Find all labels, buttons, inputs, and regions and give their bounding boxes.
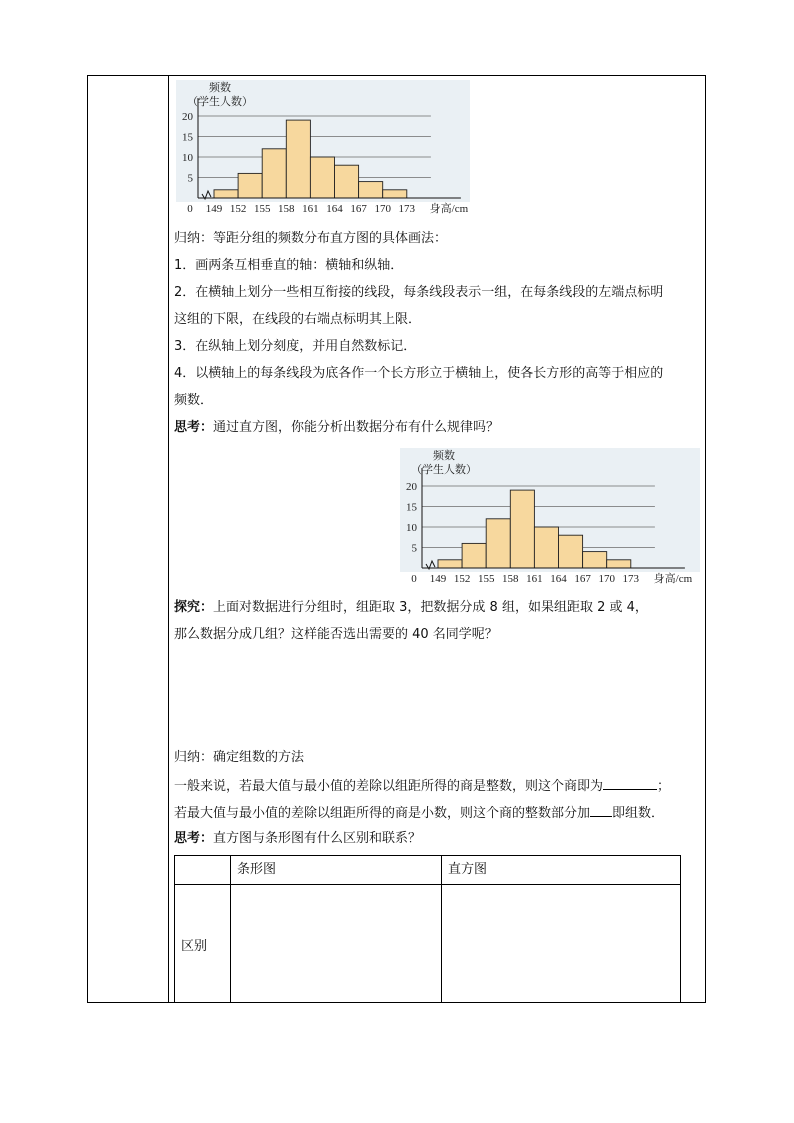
origin-label: 0 [187, 203, 193, 215]
summary-2-line [174, 749, 304, 766]
histogram-difference-cell[interactable] [442, 885, 681, 1004]
histogram-bar [286, 120, 310, 198]
header-histogram: 直方图 [442, 856, 681, 885]
histogram-bar [214, 190, 238, 198]
y-tick-label: 5 [411, 542, 417, 555]
x-tick-label: 167 [574, 573, 591, 585]
x-tick-label: 170 [374, 203, 391, 215]
histogram-bar [510, 490, 534, 568]
rule-b-text: 若最大值与最小值的差除以组距所得的商是小数，则这个商的整数部分加 [174, 806, 591, 821]
think-1-text: 通过直方图，你能分析出数据分布有什么规律吗？ [213, 420, 500, 435]
x-tick-label: 158 [502, 573, 519, 585]
header-empty-cell [175, 856, 231, 885]
histogram-bar [310, 157, 334, 198]
x-tick-label: 164 [550, 573, 567, 585]
y-tick-label: 15 [182, 131, 193, 144]
y-tick-label: 5 [187, 172, 193, 185]
x-tick-label: 149 [429, 573, 447, 585]
summary-line [174, 230, 447, 247]
explore-line-a [174, 599, 648, 616]
step-1: 1．画两条互相垂直的轴：横轴和纵轴． [174, 258, 404, 273]
histogram-bar [262, 149, 286, 198]
x-tick-label: 173 [398, 203, 416, 215]
step-2-line-b: 这组的下限，在线段的右端点标明其上限． [174, 312, 422, 327]
histogram-2 [400, 448, 700, 590]
x-tick-label: 173 [622, 573, 640, 585]
histogram-bar [438, 560, 462, 568]
comparison-header-row [175, 856, 681, 885]
explore-line-b: 那么数据分成几组？这样能否选出需要的 40 名同学呢？ [174, 627, 498, 642]
histogram-1 [176, 80, 470, 220]
rule-line-b [174, 803, 664, 822]
histogram-bar [534, 527, 558, 568]
y-tick-label: 20 [182, 111, 193, 123]
comparison-table [174, 855, 681, 1003]
think-2-label: 思考： [174, 831, 214, 846]
answer-blank-1[interactable] [603, 776, 657, 790]
x-tick-label: 158 [278, 203, 295, 215]
think-2-text: 直方图与条形图有什么区别和联系？ [213, 831, 422, 846]
histogram-bar [583, 552, 607, 568]
x-tick-label: 170 [598, 573, 615, 585]
histogram-bar [383, 190, 407, 198]
rule-a-text: 一般来说，若最大值与最小值的差除以组距所得的商是整数，则这个商即为 [174, 779, 604, 794]
step-4-line-b: 频数． [174, 393, 214, 408]
summary-label: 归纳： [174, 231, 214, 246]
explore-label: 探究： [174, 600, 214, 615]
think-1 [174, 419, 499, 436]
x-tick-label: 152 [229, 203, 247, 215]
x-tick-label: 155 [477, 573, 495, 585]
header-bar-chart: 条形图 [231, 856, 442, 885]
x-axis-label: 身高/cm [653, 573, 693, 585]
explore-text-a: 上面对数据进行分组时，组距取 3，把数据分成 8 组，如果组距取 2 或 4， [213, 600, 648, 615]
y-tick-label: 15 [406, 501, 417, 514]
column-divider [168, 75, 169, 1003]
histogram-bar [486, 519, 510, 568]
row-label-difference: 区别 [175, 885, 231, 1004]
difference-row [175, 885, 681, 1004]
x-tick-label: 155 [253, 203, 271, 215]
histogram-bar [607, 560, 631, 568]
think-1-label: 思考： [174, 420, 214, 435]
bar-chart-difference-cell[interactable] [231, 885, 442, 1004]
summary-2-label: 归纳： [174, 750, 214, 765]
summary-text: 等距分组的频数分布直方图的具体画法： [213, 231, 448, 246]
histogram-bar [559, 535, 583, 568]
y-tick-label: 10 [406, 522, 417, 534]
x-tick-label: 167 [350, 203, 367, 215]
x-tick-label: 164 [326, 203, 343, 215]
y-axis-title: 频数 [209, 82, 231, 94]
summary-2-text: 确定组数的方法 [213, 750, 305, 765]
rule-b-end: 即组数． [612, 806, 665, 821]
x-tick-label: 161 [302, 203, 319, 215]
y-tick-label: 10 [182, 152, 193, 164]
y-axis-title: 频数 [433, 450, 455, 462]
histogram-bar [359, 182, 383, 198]
rule-line-a [174, 776, 670, 795]
y-tick-label: 20 [406, 481, 417, 493]
histogram-bar [238, 173, 262, 198]
histogram-bar [335, 165, 359, 198]
origin-label: 0 [411, 573, 417, 585]
rule-a-end: ； [657, 779, 671, 794]
x-axis-label: 身高/cm [429, 203, 469, 215]
x-tick-label: 152 [453, 573, 471, 585]
histogram-bar [462, 543, 486, 568]
y-axis-subtitle: （学生人数） [411, 464, 477, 476]
y-axis-subtitle: （学生人数） [187, 96, 253, 108]
step-4-line-a: 4．以横轴上的每条线段为底各作一个长方形立于横轴上，使各长方形的高等于相应的 [174, 366, 664, 381]
x-tick-label: 149 [205, 203, 223, 215]
step-2-line-a: 2．在横轴上划分一些相互衔接的线段，每条线段表示一组，在每条线段的左端点标明 [174, 285, 664, 300]
step-3: 3．在纵轴上划分刻度，并用自然数标记． [174, 339, 417, 354]
answer-blank-2[interactable] [590, 803, 612, 817]
think-2 [174, 830, 421, 847]
x-tick-label: 161 [526, 573, 543, 585]
